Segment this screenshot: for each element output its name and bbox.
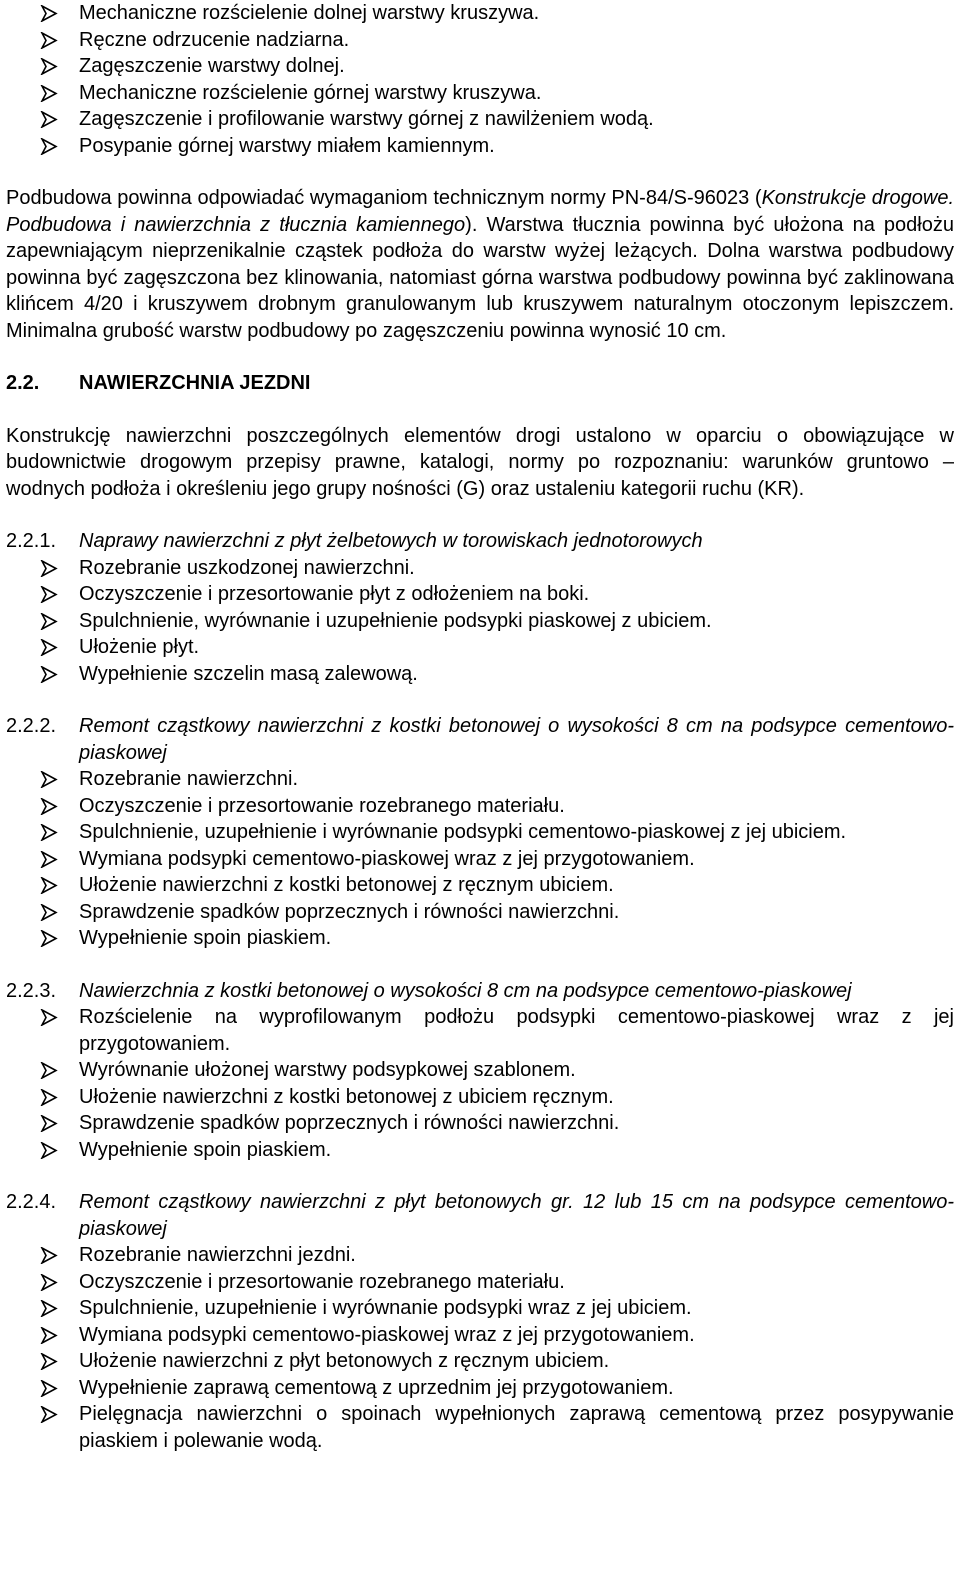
list-item: Wymiana podsypki cementowo-piaskowej wraz z jej przygotowaniem.	[6, 846, 954, 873]
arrowhead-bullet-icon	[40, 639, 58, 656]
list-item: Wypełnienie zaprawą cementową z uprzednim jej przygotowaniem.	[6, 1375, 954, 1402]
arrowhead-bullet-icon	[40, 1089, 58, 1106]
list-item: Rozebranie nawierzchni jezdni.	[6, 1242, 954, 1269]
list-item: Ułożenie nawierzchni z płyt betonowych z ręcznym ubiciem.	[6, 1348, 954, 1375]
list-item: Oczyszczenie i przesortowanie rozebranego materiału.	[6, 1269, 954, 1296]
arrowhead-bullet-icon	[40, 824, 58, 841]
list-item: Mechaniczne rozścielenie górnej warstwy kruszywa.	[6, 80, 954, 107]
arrowhead-bullet-icon	[40, 1327, 58, 1344]
subsection-list	[6, 1004, 954, 1163]
arrowhead-bullet-icon	[40, 111, 58, 128]
subsection-heading: 2.2.2. Remont cząstkowy nawierzchni z kostki betonowej o wysokości 8 cm na podsypce cementowo-piaskowej	[6, 715, 954, 764]
arrowhead-bullet-icon	[40, 1406, 58, 1423]
arrowhead-bullet-icon	[40, 613, 58, 630]
arrowhead-bullet-icon	[40, 798, 58, 815]
arrowhead-bullet-icon	[40, 904, 58, 921]
list-item: Pielęgnacja nawierzchni o spoinach wypełnionych zaprawą cementową przez posypywanie piaskiem i polewanie wodą.	[6, 1401, 954, 1454]
list-item: Ręczne odrzucenie nadziarna.	[6, 27, 954, 54]
arrowhead-bullet-icon	[40, 877, 58, 894]
list-item: Ułożenie nawierzchni z kostki betonowej z ręcznym ubiciem.	[6, 872, 954, 899]
arrowhead-bullet-icon	[40, 1009, 58, 1026]
paragraph-podbudowa: Podbudowa powinna odpowiadać wymaganiom technicznym normy PN-84/S-96023 (Konstrukcje drogowe. Podbudowa i nawierzchnia z tłucznia kamiennego). Warstwa tłucznia powinna być ułożona na podłożu zapewniającym nieprzenikalnie cząstek podłoża do warstw wyżej leżących. Dolna warstwa podbudowy powinna być zagęszczona bez klinowania, natomiast górna warstwa podbudowy powinna być zaklinowana klińcem 4/20 i kruszywem drobnym granulowanym lub kruszywem naturalnym otoczonym lepiszczem. Minimalna grubość warstw podbudowy po zagęszczeniu powinna wynosić 10 cm.	[6, 187, 955, 342]
subsection-heading: 2.2.3. Nawierzchnia z kostki betonowej o wysokości 8 cm na podsypce cementowo-piaskowej	[6, 979, 852, 1002]
arrowhead-bullet-icon	[40, 666, 58, 683]
list-item: Rozebranie uszkodzonej nawierzchni.	[6, 555, 954, 582]
arrowhead-bullet-icon	[40, 930, 58, 947]
list-item: Oczyszczenie i przesortowanie płyt z odłożeniem na boki.	[6, 581, 954, 608]
arrowhead-bullet-icon	[40, 1300, 58, 1317]
arrowhead-bullet-icon	[40, 32, 58, 49]
subsection-list	[6, 766, 954, 952]
list-item: Mechaniczne rozścielenie dolnej warstwy kruszywa.	[6, 0, 954, 27]
arrowhead-bullet-icon	[40, 5, 58, 22]
arrowhead-bullet-icon	[40, 1115, 58, 1132]
list-item: Rozebranie nawierzchni.	[6, 766, 954, 793]
list-item: Spulchnienie, wyrównanie i uzupełnienie podsypki piaskowej z ubiciem.	[6, 608, 954, 635]
list-item: Wypełnienie spoin piaskiem.	[6, 1137, 954, 1164]
list-item: Oczyszczenie i przesortowanie rozebranego materiału.	[6, 793, 954, 820]
arrowhead-bullet-icon	[40, 560, 58, 577]
arrowhead-bullet-icon	[40, 586, 58, 603]
arrowhead-bullet-icon	[40, 1353, 58, 1370]
list-item: Wymiana podsypki cementowo-piaskowej wraz z jej przygotowaniem.	[6, 1322, 954, 1349]
list-item: Wyrównanie ułożonej warstwy podsypkowej szablonem.	[6, 1057, 954, 1084]
list-item: Wypełnienie spoin piaskiem.	[6, 925, 954, 952]
list-item: Ułożenie płyt.	[6, 634, 954, 661]
top-bullet-list	[6, 0, 954, 159]
arrowhead-bullet-icon	[40, 85, 58, 102]
arrowhead-bullet-icon	[40, 1142, 58, 1159]
list-item: Ułożenie nawierzchni z kostki betonowej z ubiciem ręcznym.	[6, 1084, 954, 1111]
subsection-heading: 2.2.4. Remont cząstkowy nawierzchni z płyt betonowych gr. 12 lub 15 cm na podsypce cementowo-piaskowej	[6, 1191, 954, 1240]
paragraph-konstrukcja: Konstrukcję nawierzchni poszczególnych elementów drogi ustalono w oparciu o obowiązujące w budownictwie drogowym przepisy prawne, katalogi, normy po rozpoznaniu: warunków gruntowo – wodnych podłoża i określeniu jego grupy nośności (G) oraz ustaleniu kategorii ruchu (KR).	[6, 424, 954, 500]
arrowhead-bullet-icon	[40, 1247, 58, 1264]
arrowhead-bullet-icon	[40, 851, 58, 868]
list-item: Spulchnienie, uzupełnienie i wyrównanie podsypki cementowo-piaskowej z jej ubiciem.	[6, 819, 954, 846]
list-item: Zagęszczenie i profilowanie warstwy górnej z nawilżeniem wodą.	[6, 106, 954, 133]
subsection-list	[6, 1242, 954, 1454]
arrowhead-bullet-icon	[40, 1380, 58, 1397]
arrowhead-bullet-icon	[40, 138, 58, 155]
arrowhead-bullet-icon	[40, 1062, 58, 1079]
list-item: Spulchnienie, uzupełnienie i wyrównanie podsypki wraz z jej ubiciem.	[6, 1295, 954, 1322]
list-item: Sprawdzenie spadków poprzecznych i równości nawierzchni.	[6, 1110, 954, 1137]
list-item: Wypełnienie szczelin masą zalewową.	[6, 661, 954, 688]
list-item: Rozścielenie na wyprofilowanym podłożu podsypki cementowo-piaskowej wraz z jej przygotowaniem.	[6, 1004, 954, 1057]
list-item: Posypanie górnej warstwy miałem kamiennym.	[6, 133, 954, 160]
arrowhead-bullet-icon	[40, 771, 58, 788]
arrowhead-bullet-icon	[40, 58, 58, 75]
subsection-heading: 2.2.1. Naprawy nawierzchni z płyt żelbetowych w torowiskach jednotorowych	[6, 530, 703, 552]
list-item: Zagęszczenie warstwy dolnej.	[6, 53, 954, 80]
arrowhead-bullet-icon	[40, 1274, 58, 1291]
subsection-list	[6, 555, 954, 688]
section-heading: 2.2. NAWIERZCHNIA JEZDNI	[6, 372, 311, 394]
list-item: Sprawdzenie spadków poprzecznych i równości nawierzchni.	[6, 899, 954, 926]
